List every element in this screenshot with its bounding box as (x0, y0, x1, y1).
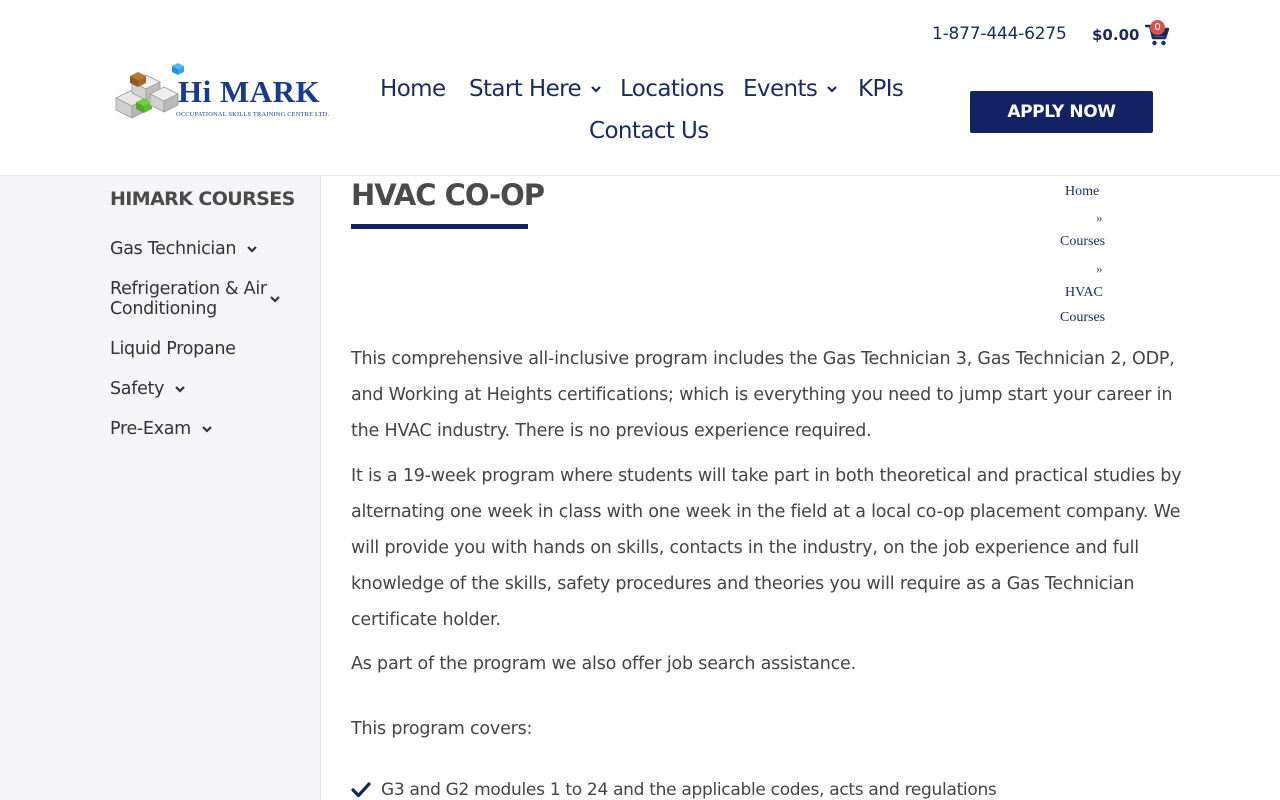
sidebar-item-safety[interactable] (110, 379, 186, 399)
nav-locations-label: Locations (620, 76, 724, 102)
sidebar-title: HIMARK COURSES (110, 188, 295, 210)
intro-paragraph: This comprehensive all-inclusive program includes the Gas Technician 3, Gas Technician 2, ODP, and Working at Heights certifications; which is everything you need to jump start your career in the HVAC industry. There is no previous experience required. (351, 349, 1175, 441)
sidebar-item-refrigeration[interactable] (110, 279, 295, 319)
sidebar-item-label: Pre-Exam (110, 419, 191, 439)
sidebar-item-pre-exam[interactable] (110, 419, 213, 439)
courses-sidebar (0, 176, 321, 800)
nav-start-here[interactable] (469, 76, 602, 102)
page-title: HVAC CO-OP (351, 178, 544, 212)
sidebar-item-label: Gas Technician (110, 239, 237, 259)
chevron-down-icon[interactable] (269, 293, 281, 305)
nav-home-label: Home (380, 76, 446, 102)
nav-contact-label: Contact Us (589, 118, 709, 144)
chevron-down-icon[interactable] (201, 423, 213, 435)
chevron-down-icon[interactable] (174, 383, 186, 395)
nav-home[interactable] (380, 76, 446, 102)
nav-contact[interactable] (589, 118, 709, 144)
breadcrumb-current: HVAC (1065, 285, 1103, 300)
sidebar-item-label: Liquid Propane (110, 339, 236, 359)
logo-title: Hi MARK (178, 74, 321, 109)
list-item (351, 780, 997, 800)
sidebar-item-label: Refrigeration & Air (110, 279, 267, 299)
nav-kpis-label: KPIs (858, 76, 904, 102)
site-logo[interactable] (110, 60, 330, 126)
check-icon (351, 781, 371, 799)
sidebar-item-liquid-propane[interactable] (110, 339, 236, 359)
breadcrumb-home[interactable]: Home (1065, 184, 1100, 199)
list-item-text: G3 and G2 modules 1 to 24 and the applicable codes, acts and regulations (381, 780, 997, 800)
phone-link[interactable]: 1-877-444-6275 (932, 24, 1067, 44)
assistance-paragraph: As part of the program we also offer job search assistance. (351, 654, 856, 674)
chevron-down-icon (826, 83, 838, 95)
apply-now-button[interactable]: APPLY NOW (970, 91, 1153, 133)
sidebar-item-label: Conditioning (110, 299, 217, 319)
breadcrumb-current: Courses (1060, 310, 1106, 325)
nav-start-here-label: Start Here (469, 76, 582, 102)
breadcrumb-separator: » (1096, 261, 1103, 276)
breadcrumb-courses[interactable]: Courses (1060, 234, 1106, 249)
cart-amount: $0.00 (1092, 26, 1140, 44)
chevron-down-icon[interactable] (246, 243, 258, 255)
nav-locations[interactable] (620, 76, 724, 102)
title-underline (351, 224, 528, 229)
program-paragraph: It is a 19-week program where students will take part in both theoretical and practical studies by alternating one week in class with one week in the field at a local co-op placement company. We will provide you with hands on skills, contacts in the industry, on the job experience and full knowledge of the skills, safety procedures and theories you will require as a Gas Technician certificate holder. (351, 466, 1182, 630)
cart-count-badge: 0 (1150, 20, 1165, 35)
sidebar-item-label: Safety (110, 379, 165, 399)
site-header (0, 0, 1280, 176)
breadcrumb-separator: » (1096, 210, 1103, 225)
covers-heading: This program covers: (351, 719, 533, 739)
logo-subtitle: OCCUPATIONAL SKILLS TRAINING CENTRE LTD. (176, 111, 330, 118)
nav-kpis[interactable] (858, 76, 903, 102)
nav-events[interactable] (743, 76, 838, 102)
chevron-down-icon (590, 83, 602, 95)
nav-events-label: Events (743, 76, 818, 102)
sidebar-item-gas-technician[interactable] (110, 239, 258, 259)
